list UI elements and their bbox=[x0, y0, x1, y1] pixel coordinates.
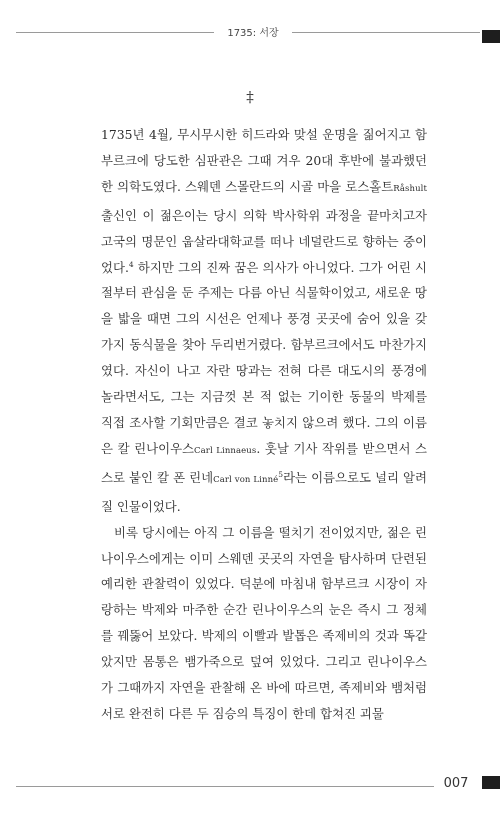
header-rule-right bbox=[292, 32, 480, 33]
latin-term-carl-von-linne: Carl von Linné bbox=[213, 474, 279, 485]
header-rule-left bbox=[16, 32, 214, 33]
latin-term-carl-linnaeus: Carl Linnaeus bbox=[194, 445, 257, 456]
footnote-marker-5[interactable]: 5 bbox=[278, 469, 284, 479]
paragraph-1-text-2: 출신인 이 젊은이는 당시 의학 박사학위 과정을 끝마치고자 고국의 명문인 웁살라대학교를 떠나 네덜란드로 향하는 중이었다. bbox=[101, 207, 427, 275]
body-text bbox=[101, 122, 427, 727]
page-number: 007 bbox=[443, 776, 469, 791]
paragraph-1-text-4: . 훗날 기사 작위를 받으면서 스스로 붙인 칼 폰 린네 bbox=[101, 440, 428, 485]
paragraph-1-text-1: 1735년 4월, 무시무시한 히드라와 맞설 운명을 짊어지고 함부르크에 당도한 심판관은 그때 겨우 20대 후반에 불과했던 한 의학도였다. 스웨덴 스몰란드의 시골 마을 로스홀트 bbox=[101, 127, 427, 194]
page-edge-marker-bottom bbox=[482, 776, 500, 789]
running-head bbox=[0, 22, 500, 42]
running-head-title: 1735: 서장 bbox=[227, 28, 279, 39]
paragraph-1-text-3: 하지만 그의 진짜 꿈은 의사가 아니었다. 그가 어린 시절부터 관심을 둔 주제는 다름 아닌 식물학이었고, 새로운 땅을 밟을 때면 그의 시선은 언제나 풍경 곳곳에 숨어 있을 갖가지 동식물을 찾아 두리번거렸다. 함부르크에서도 마찬가지였다. 자신이 나고 자란 땅과는 전혀 다른 대도시의 풍경에 놀라면서도, 그는 지금껏 본 적 없는 기이한 동물의 박제를 직접 조사할 기회만큼은 결코 놓치지 않으려 했다. 그의 이름은 칼 린나이우스 bbox=[101, 259, 427, 456]
footer-rule bbox=[16, 786, 434, 787]
section-ornament: ‡ bbox=[246, 88, 254, 106]
paragraph-1-text-5: 라는 이름으로도 널리 알려질 인물이었다. bbox=[101, 469, 427, 514]
latin-term-rashult: Råshult bbox=[393, 183, 427, 194]
footnote-marker-4[interactable]: 4 bbox=[128, 259, 134, 269]
page-edge-marker-top bbox=[482, 30, 500, 43]
paragraph-1 bbox=[101, 122, 427, 520]
paragraph-2: 비록 당시에는 아직 그 이름을 떨치기 전이었지만, 젊은 린나이우스에게는 이미 스웨덴 곳곳의 자연을 탐사하며 단련된 예리한 관찰력이 있었다. 덕분에 마침내 함부르크 시장이 자랑하는 박제와 마주한 순간 린나이우스의 눈은 즉시 그 정체를 꿰뚫어 보았다. 박제의 이빨과 발톱은 족제비의 것과 똑같았지만 몸통은 뱀가죽으로 덮여 있었다. 그리고 린나이우스가 그때까지 자연을 관찰해 온 바에 따르면, 족제비와 뱀처럼 서로 완전히 다른 두 짐승의 특징이 한데 합쳐진 괴물 bbox=[101, 524, 427, 721]
